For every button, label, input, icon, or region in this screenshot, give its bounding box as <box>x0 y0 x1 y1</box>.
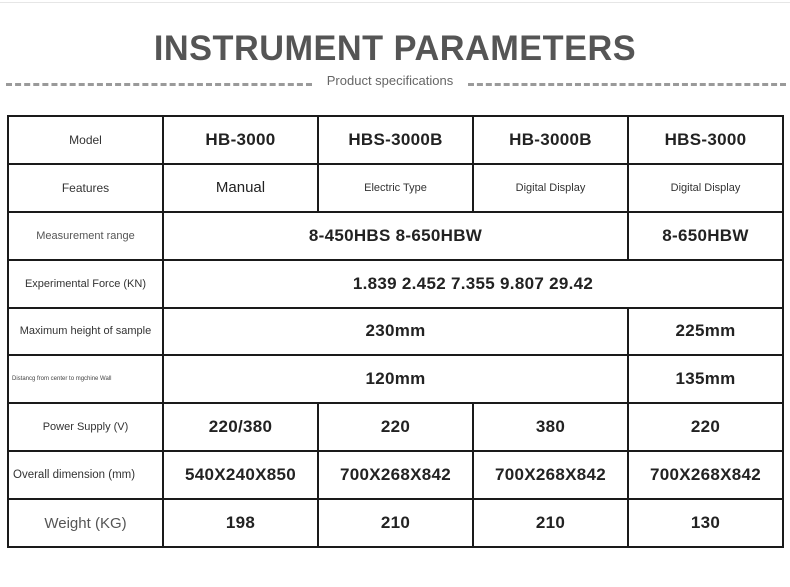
model-cell: HBS-3000B <box>318 116 473 164</box>
row-label-features: Features <box>8 164 163 212</box>
max-height-cell: 225mm <box>628 308 783 356</box>
weight-cell: 198 <box>163 499 318 547</box>
weight-cell: 130 <box>628 499 783 547</box>
dimension-cell: 700X268X842 <box>628 451 783 499</box>
table-row-power-supply <box>8 403 783 451</box>
dashed-rule-left <box>6 83 312 86</box>
row-label-weight: Weight (KG) <box>8 499 163 547</box>
feature-cell: Digital Display <box>628 164 783 212</box>
measurement-range-cell: 8-450HBS 8-650HBW <box>163 212 628 260</box>
max-height-cell: 230mm <box>163 308 628 356</box>
table-row-experimental-force <box>8 260 783 308</box>
specifications-table <box>7 115 784 548</box>
power-supply-cell: 220 <box>628 403 783 451</box>
experimental-force-cell: 1.839 2.452 7.355 9.807 29.42 <box>163 260 783 308</box>
dimension-cell: 700X268X842 <box>473 451 628 499</box>
model-cell: HBS-3000 <box>628 116 783 164</box>
dimension-cell: 700X268X842 <box>318 451 473 499</box>
row-label-experimental-force: Experimental Force (KN) <box>8 260 163 308</box>
row-label-max-height: Maximum height of sample <box>8 308 163 356</box>
measurement-range-cell: 8-650HBW <box>628 212 783 260</box>
feature-cell: Digital Display <box>473 164 628 212</box>
row-label-distance: Distancg from center to mgchine Wall <box>8 355 163 403</box>
weight-cell: 210 <box>318 499 473 547</box>
table-row-model <box>8 116 783 164</box>
distance-cell: 120mm <box>163 355 628 403</box>
model-cell: HB-3000B <box>473 116 628 164</box>
page-title: INSTRUMENT PARAMETERS <box>153 29 637 68</box>
model-cell: HB-3000 <box>163 116 318 164</box>
row-label-power-supply: Power Supply (V) <box>8 403 163 451</box>
table-row-measurement-range <box>8 212 783 260</box>
power-supply-cell: 220 <box>318 403 473 451</box>
page-subtitle: Product specifications <box>326 73 454 88</box>
feature-cell: Electric Type <box>318 164 473 212</box>
table-row-max-height <box>8 308 783 356</box>
row-label-overall-dimension: Overall dimension (mm) <box>8 451 163 499</box>
table-row-distance <box>8 355 783 403</box>
table-row-overall-dimension <box>8 451 783 499</box>
distance-cell: 135mm <box>628 355 783 403</box>
table-row-features <box>8 164 783 212</box>
top-divider <box>0 2 790 3</box>
power-supply-cell: 380 <box>473 403 628 451</box>
dashed-rule-right <box>468 83 786 86</box>
power-supply-cell: 220/380 <box>163 403 318 451</box>
feature-cell: Manual <box>163 164 318 212</box>
table-row-weight <box>8 499 783 547</box>
weight-cell: 210 <box>473 499 628 547</box>
row-label-measurement-range: Measurement range <box>8 212 163 260</box>
row-label-model: Model <box>8 116 163 164</box>
dimension-cell: 540X240X850 <box>163 451 318 499</box>
